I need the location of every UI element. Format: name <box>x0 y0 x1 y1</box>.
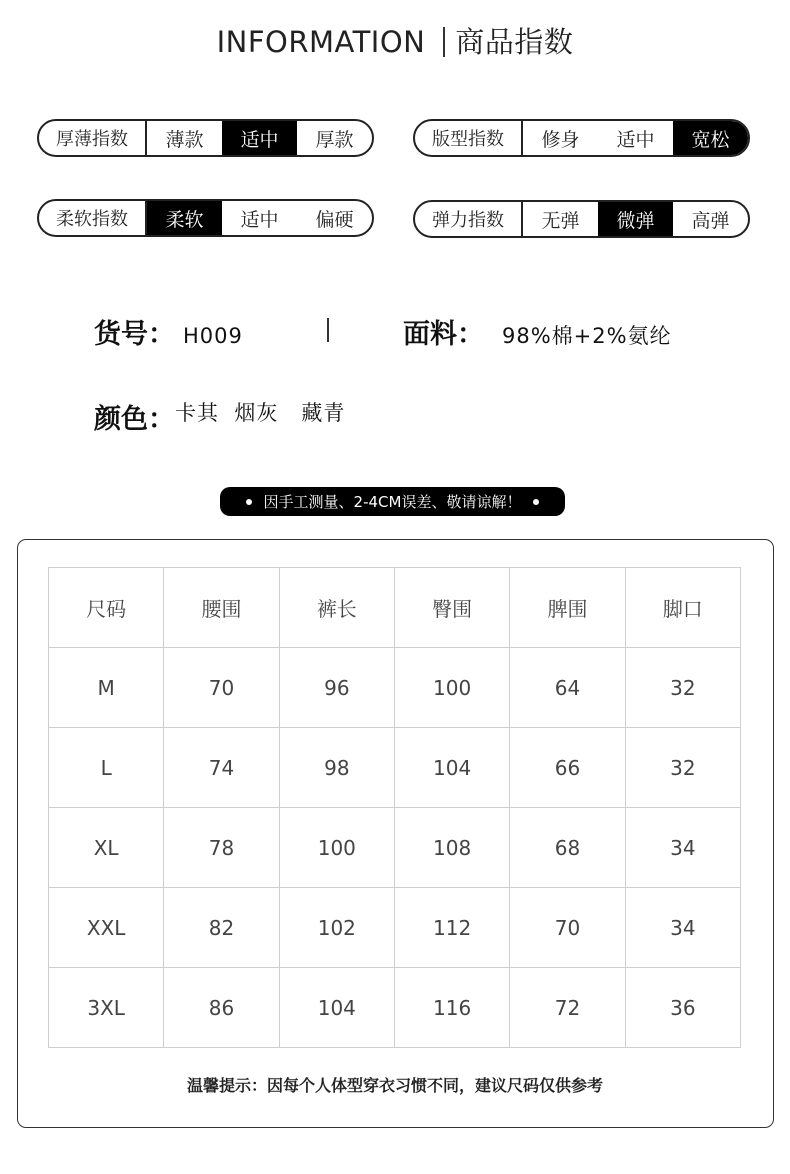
table-row <box>49 648 741 728</box>
fabric <box>403 312 672 351</box>
index-option: 无弹 <box>541 209 580 232</box>
table-cell: 70 <box>510 888 625 968</box>
table-cell: 34 <box>625 808 740 888</box>
column-header: 腰围 <box>164 568 279 648</box>
item-number <box>94 312 243 351</box>
table-cell: XL <box>49 808 164 888</box>
table-cell: 70 <box>164 648 279 728</box>
table-cell: 72 <box>510 968 625 1048</box>
table-cell: 96 <box>279 648 394 728</box>
table-row <box>49 968 741 1048</box>
colors <box>94 397 345 436</box>
table-cell: 66 <box>510 728 625 808</box>
item-number-label: 货号： <box>94 319 175 350</box>
table-cell: 64 <box>510 648 625 728</box>
index-option: 适中 <box>240 208 279 231</box>
index-option: 高弹 <box>691 209 730 232</box>
index-option: 适中 <box>616 128 655 151</box>
index-option-selected: 适中 <box>222 121 297 155</box>
fabric-label: 面料： <box>403 319 484 350</box>
index-option-selected: 宽松 <box>673 121 748 155</box>
table-cell: M <box>49 648 164 728</box>
table-cell: L <box>49 728 164 808</box>
table-cell: XXL <box>49 888 164 968</box>
table-cell: 112 <box>394 888 509 968</box>
index-option: 薄款 <box>165 128 204 151</box>
index-option: 修身 <box>541 128 580 151</box>
table-cell: 116 <box>394 968 509 1048</box>
table-header-row <box>49 568 741 648</box>
index-fit <box>413 119 750 157</box>
index-option-selected: 柔软 <box>147 201 222 235</box>
index-label: 厚薄指数 <box>39 121 147 155</box>
color-values: 卡其 烟灰 藏青 <box>175 401 346 425</box>
index-option: 厚款 <box>315 128 354 151</box>
title-english: INFORMATION <box>216 25 426 59</box>
column-header: 尺码 <box>49 568 164 648</box>
measurement-notice <box>220 487 565 516</box>
info-divider <box>327 318 329 342</box>
notice-text: 因手工测量、2-4CM误差、敬请谅解！ <box>263 493 522 511</box>
index-label: 版型指数 <box>415 121 523 155</box>
page-title <box>0 20 790 61</box>
index-option: 偏硬 <box>315 208 354 231</box>
color-label: 颜色： <box>94 404 175 435</box>
table-cell: 32 <box>625 648 740 728</box>
table-cell: 68 <box>510 808 625 888</box>
table-cell: 102 <box>279 888 394 968</box>
table-cell: 78 <box>164 808 279 888</box>
index-label: 弹力指数 <box>415 202 523 236</box>
column-header: 臀围 <box>394 568 509 648</box>
table-cell: 32 <box>625 728 740 808</box>
table-cell: 108 <box>394 808 509 888</box>
title-chinese: 商品指数 <box>455 25 574 59</box>
table-cell: 86 <box>164 968 279 1048</box>
item-number-value: H009 <box>183 324 243 348</box>
index-elasticity <box>413 200 750 238</box>
table-row <box>49 808 741 888</box>
column-header: 裤长 <box>279 568 394 648</box>
index-thickness <box>37 119 374 157</box>
table-cell: 98 <box>279 728 394 808</box>
table-cell: 104 <box>279 968 394 1048</box>
table-cell: 82 <box>164 888 279 968</box>
table-cell: 74 <box>164 728 279 808</box>
table-cell: 3XL <box>49 968 164 1048</box>
table-cell: 36 <box>625 968 740 1048</box>
index-softness <box>37 199 374 237</box>
title-divider <box>443 27 445 57</box>
bullet-icon <box>533 499 539 505</box>
index-label: 柔软指数 <box>39 201 147 235</box>
column-header: 脚口 <box>625 568 740 648</box>
table-row <box>49 888 741 968</box>
table-cell: 104 <box>394 728 509 808</box>
size-table <box>48 567 741 1048</box>
table-row <box>49 728 741 808</box>
index-option-selected: 微弹 <box>598 202 673 236</box>
table-cell: 34 <box>625 888 740 968</box>
bullet-icon <box>246 499 252 505</box>
table-cell: 100 <box>394 648 509 728</box>
column-header: 脾围 <box>510 568 625 648</box>
table-cell: 100 <box>279 808 394 888</box>
size-tip: 温馨提示：因每个人体型穿衣习惯不同，建议尺码仅供参考 <box>186 1076 603 1095</box>
fabric-value: 98%棉+2%氨纶 <box>502 324 672 348</box>
